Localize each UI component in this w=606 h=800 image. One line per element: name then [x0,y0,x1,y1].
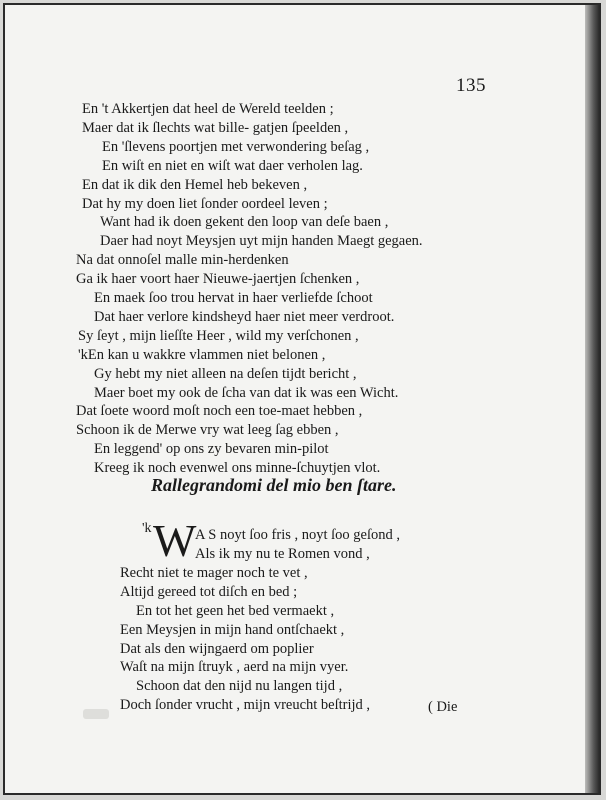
poem-1-line: En 't Akkertjen dat heel de Wereld teelden ; [82,101,334,117]
poem-1-line: Sy ſeyt , mijn lieſſte Heer , wild my verſchonen , [78,327,359,344]
poem-1-line: Na dat onnoſel malle min-herdenken [76,252,289,269]
poem-2-heading: Rallegrandomi del mio ben ſtare. [151,475,397,495]
poem-1-line: Dat ſoete woord moſt noch een toe-maet hebben , [76,403,363,420]
poem-1-line: Maer boet my ook de ſcha van dat ik was een Wicht. [94,384,399,401]
poem-1-line: Daer had noyt Meysjen uyt mijn handen Maegt gegaen. [100,233,423,250]
bleed-through-text [473,95,585,735]
poem-1-line: 'kEn kan u wakkre vlammen niet belonen , [78,346,326,363]
ink-smudge [83,709,109,719]
poem-2-line: Altijd gereed tot diſch en bed ; [120,583,298,600]
poem-1-line: En wiſt en niet en wiſt wat daer verholen lag. [102,157,363,174]
poem-2-line: Doch ſonder vrucht , mijn vreucht beſtrijd , [120,697,371,714]
poem-1-line: Dat hy my doen liet ſonder oordeel leven ; [82,195,328,212]
poem-1-line: Want had ik doen gekent den loop van deſe baen , [100,214,389,231]
poem-2-line: Waſt na mijn ſtruyk , aerd na mijn vyer. [120,659,349,676]
poem-2-line: Als ik my nu te Romen vond , [195,546,370,562]
poem-2-first-line: A S noyt ſoo fris , noyt ſoo geſond , [195,527,401,543]
drop-capital: W [153,515,197,566]
page-number: 135 [456,75,486,96]
poem-2-line: Recht niet te mager noch te vet , [120,564,308,581]
poem-1-line: En maek ſoo trou hervat in haer verliefde ſchoot [94,290,373,306]
poem-1-line: En dat ik dik den Hemel heb bekeven , [82,176,308,193]
poem-2-line: Dat als den wijngaerd om poplier [120,640,314,657]
poem-1-line: Ga ik haer voort haer Nieuwe-jaertjen ſchenken , [76,271,360,288]
poem-1-line: Kreeg ik noch evenwel ons minne-ſchuytjen vlot. [94,460,381,477]
book-page [3,3,601,795]
poem-1-line: Gy hebt my niet alleen na deſen tijdt bericht , [94,365,357,382]
prefix-mark: 'k [142,521,152,536]
page-edge-shadow [585,5,599,793]
poem-2-line: En tot het geen het bed vermaekt , [136,602,335,619]
catchword: ( Die [428,699,458,715]
poem-2-line: Een Meysjen in mijn hand ontſchaekt , [120,621,345,638]
poem-1-line: Dat haer verlore kindsheyd haer niet meer verdroot. [94,308,395,325]
poem-1-line: En 'ſlevens poortjen met verwondering beſag , [102,138,370,155]
poem-1-line: Schoon ik de Merwe vry wat leeg ſag ebben , [76,422,339,439]
poem-2-line: Schoon dat den nijd nu langen tijd , [136,678,343,695]
poem-1-line: En leggend' op ons zy bevaren min-pilot [94,441,329,458]
poem-1-line: Maer dat ik ſlechts wat bille- gatjen ſpeelden , [82,119,349,136]
